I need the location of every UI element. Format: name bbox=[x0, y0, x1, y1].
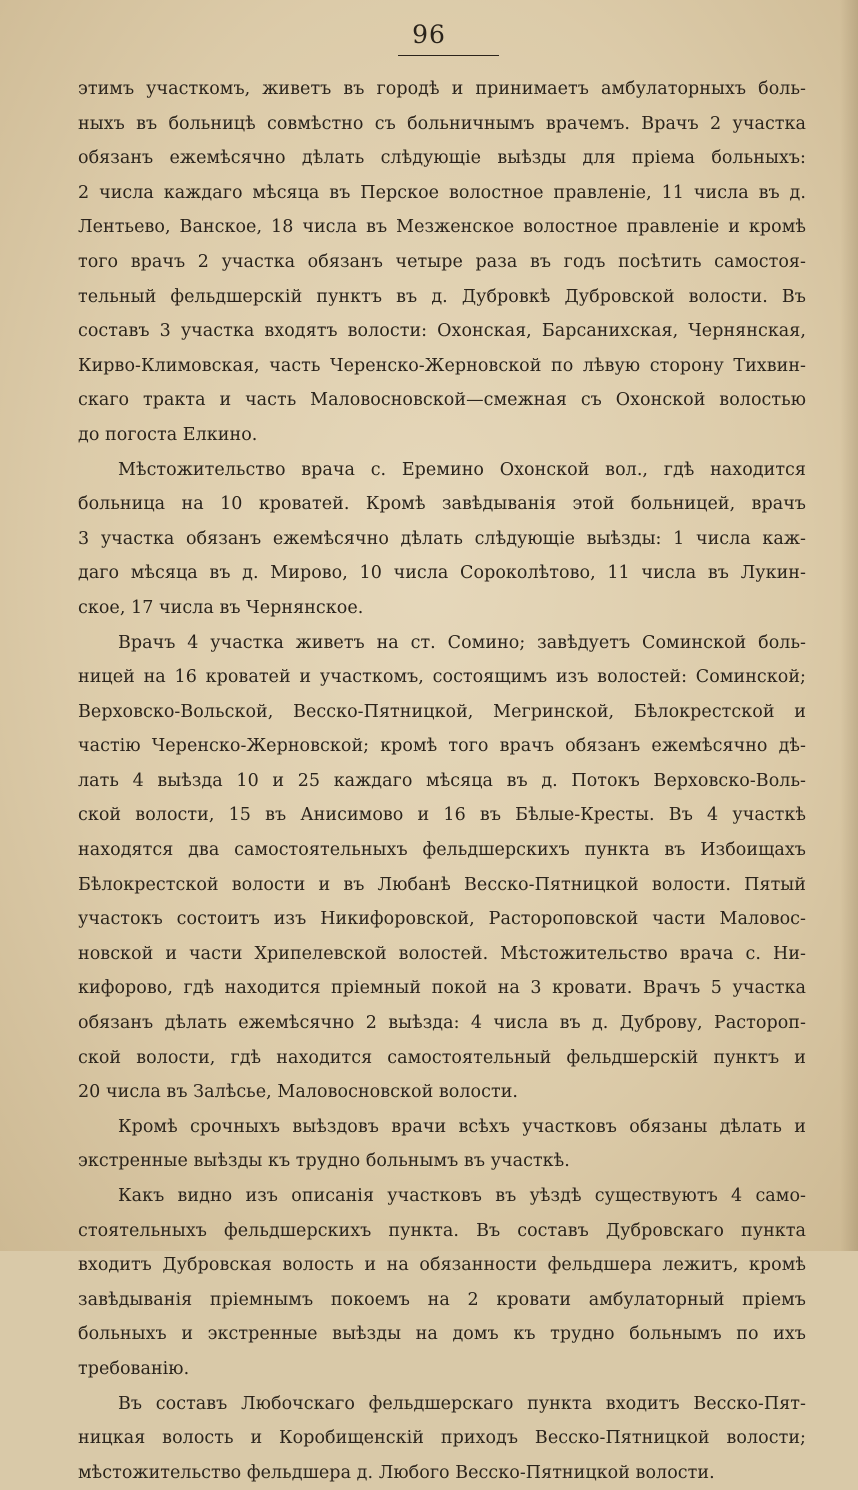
paragraph-first-line: Врачъ 4 участка живетъ на ст. Сомино; завѣдуетъ Соминской боль- bbox=[118, 632, 806, 653]
text-line: ской волости, 15 въ Анисимово и 16 въ Бѣлые-Кресты. Въ 4 участкѣ bbox=[78, 805, 806, 826]
paragraph-first-line: Какъ видно изъ описанія участковъ въ уѣздѣ существуютъ 4 само- bbox=[118, 1186, 806, 1206]
text-line: находятся два самостоятельныхъ фельдшерскихъ пункта въ Избоищахъ bbox=[78, 840, 806, 861]
text-line: 20 числа въ Залѣсье, Маловосновской волости. bbox=[78, 1082, 519, 1103]
text-line: Верховско-Вольской, Весско-Пятницкой, Мегринской, Бѣлокрестской и bbox=[78, 701, 806, 722]
text-line: того врачъ 2 участка обязанъ четыре раза въ годъ посѣтить самостоя- bbox=[78, 251, 806, 272]
text-line: ницкая волость и Коробищенскій приходъ Весско-Пятницкой волости; bbox=[78, 1428, 806, 1449]
paragraph-first-line: Въ составъ Любочскаго фельдшерскаго пункта входитъ Весско-Пят- bbox=[118, 1393, 806, 1414]
text-line: ныхъ въ больницѣ совмѣстно съ больничнымъ врачемъ. Врачъ 2 участка bbox=[78, 113, 806, 134]
paragraph-first-line: Кромѣ срочныхъ выѣздовъ врачи всѣхъ участковъ обязаны дѣлать и bbox=[118, 1116, 806, 1137]
header-rule bbox=[398, 55, 499, 56]
text-line: Кирво-Климовская, часть Черенско-Жерновской по лѣвую сторону Тихвин- bbox=[78, 355, 806, 376]
text-line: мѣстожительство фельдшера д. Любого Весско-Пятницкой волости. bbox=[78, 1462, 715, 1483]
text-line: кифорово, гдѣ находится пріемный покой на 3 кровати. Врачъ 5 участка bbox=[78, 978, 806, 999]
text-line: частію Черенско-Жерновской; кромѣ того врачъ обязанъ ежемѣсячно дѣ- bbox=[78, 736, 806, 757]
text-line: 3 участка обязанъ ежемѣсячно дѣлать слѣдующіе выѣзды: 1 числа каж- bbox=[78, 528, 806, 549]
text-line: Лентьево, Ванское, 18 числа въ Мезженское волостное правленіе и кромѣ bbox=[78, 217, 806, 238]
paragraph-first-line: Мѣстожительство врача с. Еремино Охонской вол., гдѣ находится bbox=[118, 459, 806, 480]
text-line: этимъ участкомъ, живетъ въ городѣ и принимаетъ амбулаторныхъ боль- bbox=[78, 79, 806, 99]
text-line: экстренные выѣзды къ трудно больнымъ въ участкѣ. bbox=[78, 1151, 570, 1172]
text-line: до погоста Елкино. bbox=[78, 424, 258, 445]
body-text bbox=[78, 72, 806, 1490]
text-line: участокъ состоитъ изъ Никифоровской, Растороповской части Маловос- bbox=[78, 909, 806, 930]
text-line: больныхъ и экстренные выѣзды на домъ къ трудно больнымъ по ихъ bbox=[78, 1324, 806, 1345]
text-line: 2 числа каждаго мѣсяца въ Перское волостное правленіе, 11 числа въ д. bbox=[78, 182, 806, 203]
text-line: ницей на 16 кроватей и участкомъ, состоящимъ изъ волостей: Соминской; bbox=[78, 667, 806, 688]
text-line: даго мѣсяца въ д. Мирово, 10 числа Сороколѣтово, 11 числа въ Лукин- bbox=[78, 563, 806, 584]
text-line: составъ 3 участка входятъ волости: Охонская, Барсанихская, Чернянская, bbox=[78, 321, 806, 342]
text-line: завѣдыванія пріемнымъ покоемъ на 2 кровати амбулаторный пріемъ bbox=[78, 1289, 806, 1310]
text-line: скаго тракта и часть Маловосновской—смежная съ Охонской волостью bbox=[78, 390, 806, 411]
page-number: 96 bbox=[412, 20, 446, 49]
text-line: тельный фельдшерскій пунктъ въ д. Дубровкѣ Дубровской волости. Въ bbox=[78, 286, 806, 307]
text-line: входитъ Дубровская волость и на обязанности фельдшера лежитъ, кромѣ bbox=[78, 1255, 806, 1276]
text-line: обязанъ дѣлать ежемѣсячно 2 выѣзда: 4 числа въ д. Дуброву, Растороп- bbox=[78, 1013, 806, 1034]
text-line: ское, 17 числа въ Чернянское. bbox=[78, 597, 364, 618]
page-edge-shadow bbox=[840, 0, 858, 1251]
text-line: требованію. bbox=[78, 1358, 190, 1379]
text-line: больница на 10 кроватей. Кромѣ завѣдыванія этой больницей, врачъ bbox=[78, 494, 806, 515]
text-line: лать 4 выѣзда 10 и 25 каждаго мѣсяца въ д. Потокъ Верховско-Воль- bbox=[78, 770, 806, 791]
text-line: обязанъ ежемѣсячно дѣлать слѣдующіе выѣзды для пріема больныхъ: bbox=[78, 148, 806, 169]
text-line: стоятельныхъ фельдшерскихъ пункта. Въ составъ Дубровскаго пункта bbox=[78, 1220, 806, 1241]
text-line: новской и части Хрипелевской волостей. Мѣстожительство врача с. Ни- bbox=[78, 943, 806, 964]
text-line: Бѣлокрестской волости и въ Любанѣ Весско-Пятницкой волости. Пятый bbox=[78, 874, 806, 895]
text-line: ской волости, гдѣ находится самостоятельный фельдшерскій пунктъ и bbox=[78, 1047, 806, 1068]
